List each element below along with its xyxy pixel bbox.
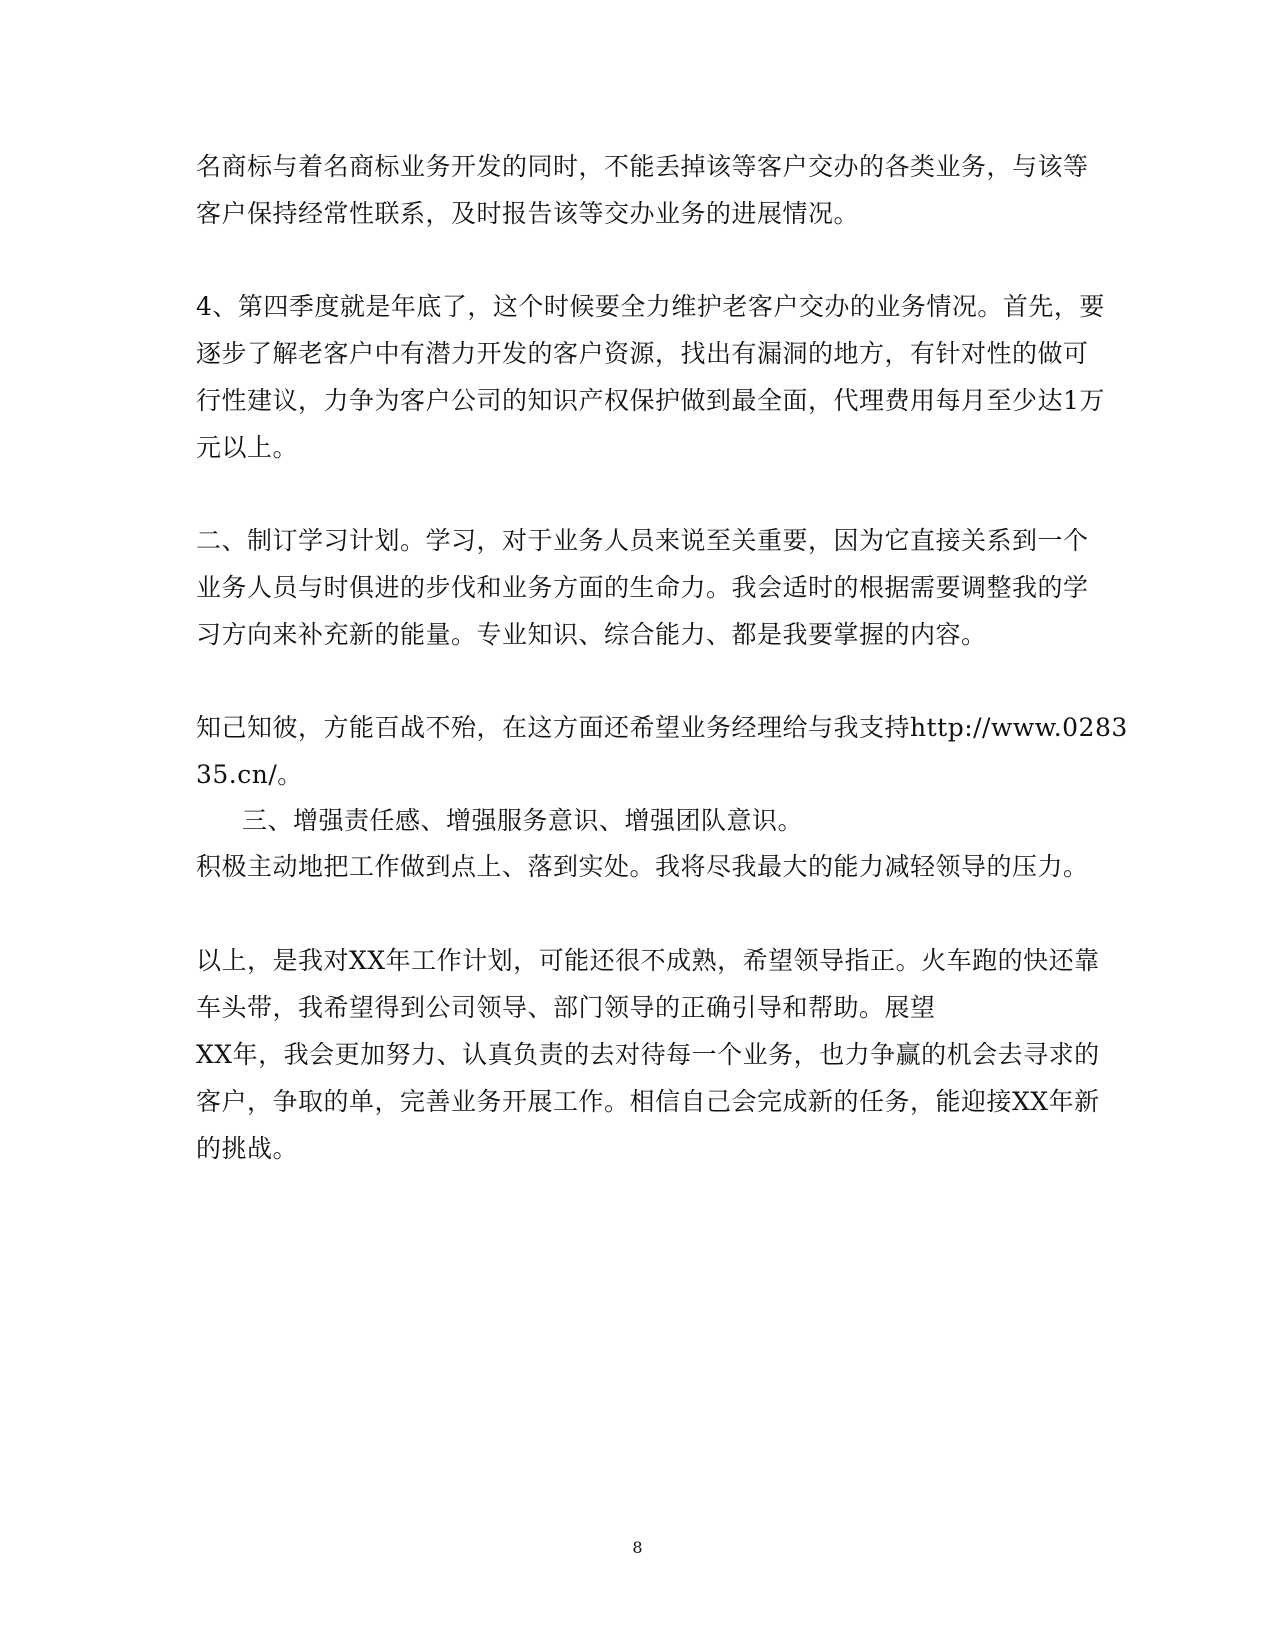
text-line: 客户，争取的单，完善业务开展工作。相信自己会完成新的任务，能迎接XX年新 [196,1087,1100,1116]
text-line: 积极主动地把工作做到点上、落到实处。我将尽我最大的能力减轻领导的压力。 [196,852,1089,881]
text-line: 业务人员与时俱进的步伐和业务方面的生命力。我会适时的根据需要调整我的学 [196,573,1089,602]
text-line: 元以上。 [196,433,299,462]
text-line: 的挑战。 [196,1134,299,1163]
text-line: 知己知彼，方能百战不殆，在这方面还希望业务经理给与我支持http://www.0283 [196,713,1128,742]
text-line: 名商标与着名商标业务开发的同时，不能丢掉该等客户交办的各类业务，与该等 [196,152,1089,181]
page-number: 8 [632,1538,643,1557]
text-line: 行性建议，力争为客户公司的知识产权保护做到最全面，代理费用每月至少达1万 [196,386,1105,415]
text-line: XX年，我会更加努力、认真负责的去对待每一个业务，也力争赢的机会去寻求的 [196,1040,1100,1069]
text-line: 习方向来补充新的能量。专业知识、综合能力、都是我要掌握的内容。 [196,620,987,649]
text-line: 逐步了解老客户中有潜力开发的客户资源，找出有漏洞的地方，有针对性的做可 [196,339,1089,368]
text-line: 车头带，我希望得到公司领导、部门领导的正确引导和帮助。展望 [196,993,936,1022]
text-line: 35.cn/。 [196,760,303,789]
text-line: 4、第四季度就是年底了，这个时候要全力维护老客户交办的业务情况。首先，要 [196,292,1105,321]
text-line: 三、增强责任感、增强服务意识、增强团队意识。 [242,806,804,835]
text-line: 客户保持经常性联系，及时报告该等交办业务的进展情况。 [196,199,860,228]
text-line: 二、制订学习计划。学习，对于业务人员来说至关重要，因为它直接关系到一个 [196,526,1089,555]
text-line: 以上，是我对XX年工作计划，可能还很不成熟，希望领导指正。火车跑的快还靠 [196,946,1100,975]
